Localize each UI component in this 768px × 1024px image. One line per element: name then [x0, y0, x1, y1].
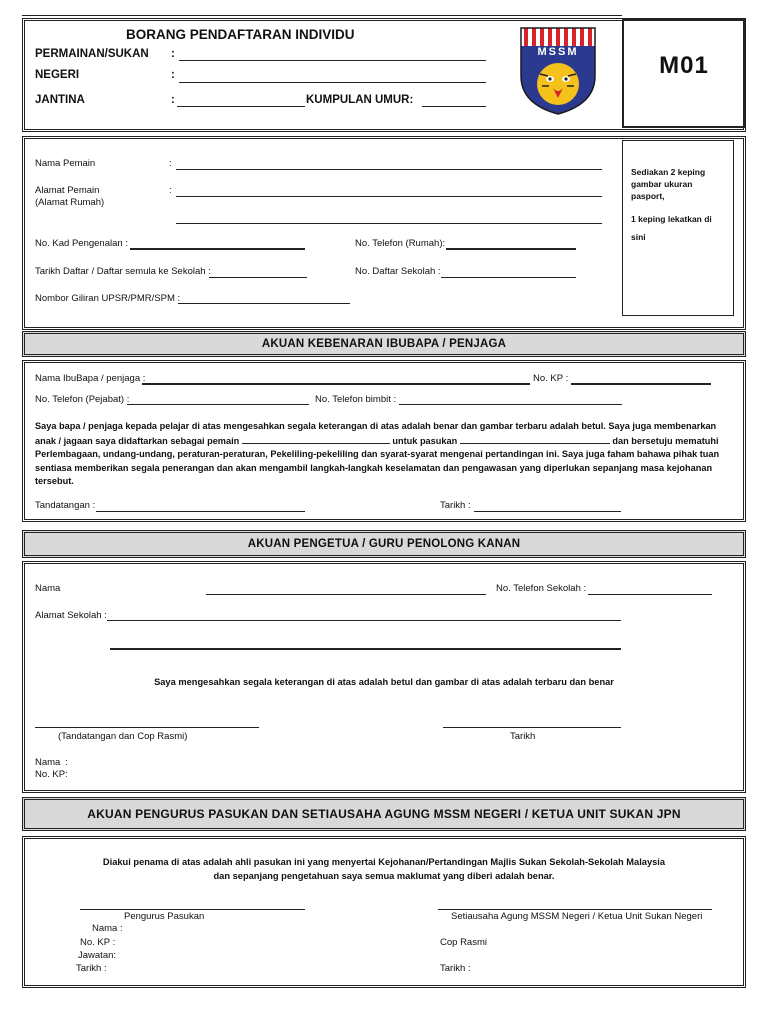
ibubapa-kp-input-line[interactable] [571, 383, 711, 385]
principal-tarikh-line[interactable] [443, 727, 621, 728]
nama-pemain-colon: : [169, 158, 172, 169]
logo-text: MSSM [537, 46, 579, 58]
pasukan-blank[interactable] [460, 434, 610, 444]
nama-pemain-label: Nama Pemain [35, 158, 96, 169]
principal-kp-label: No. KP [35, 769, 66, 780]
setiausaha-caption: Setiausaha Agung MSSM Negeri / Ketua Unit Sukan Negeri [451, 911, 703, 922]
principal-nama-colon: : [65, 757, 68, 768]
nama-pengetua-input-line[interactable] [206, 594, 486, 595]
tel-pejabat-label: No. Telefon (Pejabat) : [35, 394, 130, 405]
alamat-pemain-colon: : [169, 185, 172, 196]
alamat-rumah-sublabel: (Alamat Rumah) [35, 197, 105, 208]
header-divider [22, 15, 622, 16]
alamat-line-2[interactable] [176, 223, 602, 224]
tel-sekolah-input-line[interactable] [588, 594, 712, 595]
alamat-sekolah-label: Alamat Sekolah : [35, 610, 107, 621]
parent-tarikh-input-line[interactable] [474, 511, 621, 512]
setiausaha-tarikh-label: Tarikh : [440, 963, 471, 974]
setiausaha-signature-line[interactable] [438, 909, 712, 910]
tel-pejabat-input-line[interactable] [127, 404, 309, 405]
parent-decl-part-d: dan bersetuju mematuhi [612, 435, 719, 446]
parent-decl-part-b: anak / jagaan saya didaftarkan sebagai pemain [35, 435, 240, 446]
manager-caption: Pengurus Pasukan [124, 911, 205, 922]
mssm-shield-icon [518, 24, 598, 116]
kad-pengenalan-label: No. Kad Pengenalan : [35, 238, 128, 249]
telefon-rumah-label: No. Telefon (Rumah): [355, 238, 446, 249]
ibubapa-kp-label: No. KP : [533, 373, 569, 384]
photo-instruction-2: gambar ukuran [631, 179, 693, 189]
parent-declaration [35, 420, 735, 489]
cop-rasmi-label: Cop Rasmi [440, 937, 487, 948]
parent-section-heading: AKUAN KEBENARAN IBUBAPA / PENJAGA [22, 331, 746, 357]
jantina-input-line[interactable] [177, 106, 305, 107]
principal-signature-line[interactable] [35, 727, 259, 728]
tel-bimbit-label: No. Telefon bimbit : [315, 394, 397, 405]
mssm-logo [518, 24, 598, 116]
tel-bimbit-input-line[interactable] [399, 404, 622, 405]
nama-ibubapa-input-line[interactable] [142, 383, 530, 385]
manager-jawatan-label: Jawatan: [78, 950, 117, 961]
no-daftar-label: No. Daftar Sekolah : [355, 266, 441, 277]
jantina-colon: : [171, 94, 175, 106]
alamat-line-1[interactable] [176, 196, 602, 197]
principal-nama-label: Nama [35, 757, 61, 768]
manager-kp-label: No. KP : [80, 937, 116, 948]
manager-signature-line[interactable] [80, 909, 305, 910]
principal-section-heading: AKUAN PENGETUA / GURU PENOLONG KANAN [22, 530, 746, 558]
no-daftar-input-line[interactable] [441, 277, 576, 278]
photo-instruction-4: 1 keping lekatkan di [631, 214, 712, 224]
manager-nama-label: Nama : [92, 923, 123, 934]
parent-decl-line-4: sentiasa memberikan segala penerangan dan akan mengambil langkah-langkah keselamatan dan pengawasan yang diperlukan sepanjang masa kejohanan [35, 462, 713, 473]
tel-sekolah-label: No. Telefon Sekolah : [496, 583, 587, 594]
principal-sig-caption: (Tandatangan dan Cop Rasmi) [58, 731, 188, 742]
giliran-input-line[interactable] [178, 303, 350, 304]
parent-tarikh-label: Tarikh : [440, 500, 471, 511]
nama-pemain-input-line[interactable] [176, 169, 602, 170]
manager-section-heading: AKUAN PENGURUS PASUKAN DAN SETIAUSAHA AGUNG MSSM NEGERI / KETUA UNIT SUKAN JPN [22, 797, 746, 831]
principal-tarikh-caption: Tarikh [510, 731, 536, 742]
parent-tandatangan-label: Tandatangan : [35, 500, 96, 511]
nama-pengetua-label: Nama [35, 583, 61, 594]
form-code: M01 [659, 52, 709, 79]
principal-kp-colon: : [65, 769, 68, 780]
nama-ibubapa-label: Nama IbuBapa / penjaga : [35, 373, 146, 384]
kumpulan-umur-label: KUMPULAN UMUR: [306, 94, 414, 106]
negeri-label: NEGERI [35, 69, 80, 81]
kumpulan-umur-input-line[interactable] [422, 106, 486, 107]
telefon-rumah-input-line[interactable] [446, 248, 576, 250]
negeri-input-line[interactable] [179, 82, 486, 83]
manager-decl-line-1: Diakui penama di atas adalah ahli pasukan ini yang menyertai Kejohanan/Pertandingan Majlis Sukan Sekolah-Sekolah Malaysia [102, 857, 666, 867]
giliran-label: Nombor Giliran UPSR/PMR/SPM : [35, 293, 181, 304]
photo-instruction-3: pasport, [631, 191, 665, 201]
photo-instruction-1: Sediakan 2 keping [631, 167, 706, 177]
parent-signature-line[interactable] [96, 511, 305, 512]
jantina-label: JANTINA [35, 94, 85, 106]
parent-decl-line-1: Saya bapa / penjaga kepada pelajar di atas mengesahkan segala keterangan di atas adalah benar dan gambar terbaru adalah betul. Saya juga membenarkan [35, 421, 717, 431]
photo-instruction-5: sini [631, 232, 646, 242]
parent-decl-line-2 [35, 434, 735, 449]
tarikh-daftar-input-line[interactable] [209, 277, 307, 278]
permainan-colon: : [171, 48, 175, 60]
parent-decl-line-5: tersebut. [35, 476, 74, 486]
form-title: BORANG PENDAFTARAN INDIVIDU [126, 27, 355, 42]
tarikh-daftar-label: Tarikh Daftar / Daftar semula ke Sekolah : [35, 266, 211, 277]
permainan-label: PERMAINAN/SUKAN [35, 48, 149, 60]
permainan-input-line[interactable] [179, 60, 486, 61]
pemain-sukan-blank[interactable] [242, 434, 390, 444]
manager-decl-line-2: dan sepanjang pengetahuan saya semua maklumat yang diberi adalah benar. [213, 871, 555, 881]
kad-pengenalan-input-line[interactable] [130, 248, 305, 250]
parent-decl-line-3: Perlembagaan, undang-undang, peraturan-peraturan, Pekeliling-pekeliling dan syarat-syarat mengenai pertandingan ini. Saya juga faham bahawa pihak tuan [35, 449, 720, 459]
negeri-colon: : [171, 69, 175, 81]
principal-declaration: Saya mengesahkan segala keterangan di atas adalah betul dan gambar di atas adalah terbaru dan benar [154, 677, 614, 687]
manager-tarikh-label: Tarikh : [76, 963, 107, 974]
parent-decl-part-c: untuk pasukan [392, 435, 458, 446]
alamat-sekolah-line-1[interactable] [107, 620, 621, 621]
alamat-sekolah-line-2[interactable] [110, 648, 621, 650]
alamat-pemain-label: Alamat Pemain [35, 185, 100, 196]
